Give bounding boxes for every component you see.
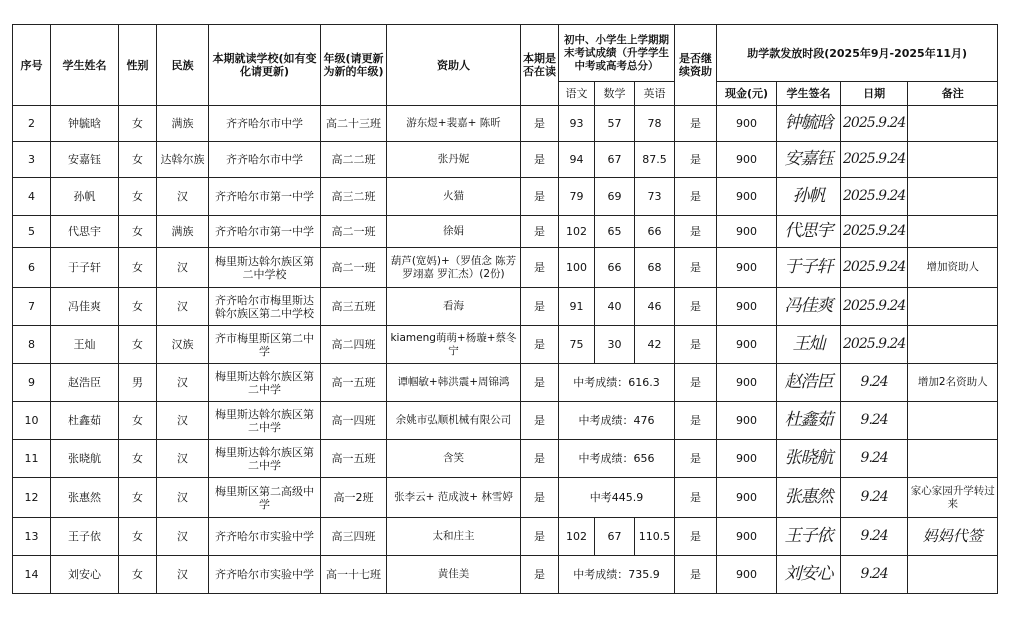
row-score-chinese: 102 xyxy=(559,518,595,556)
row-signature: 张惠然 xyxy=(777,478,841,518)
row-school: 齐齐哈尔市实验中学 xyxy=(209,518,321,556)
document-sheet xyxy=(12,24,998,594)
row-score-english: 66 xyxy=(635,216,675,248)
row-student-name: 张惠然 xyxy=(51,478,119,518)
row-enrolled: 是 xyxy=(521,216,559,248)
row-student-name: 王子依 xyxy=(51,518,119,556)
row-seq: 2 xyxy=(13,106,51,142)
row-signature: 赵浩臣 xyxy=(777,364,841,402)
row-seq: 12 xyxy=(13,478,51,518)
row-cash: 900 xyxy=(717,478,777,518)
table-row xyxy=(13,402,998,440)
row-seq: 4 xyxy=(13,178,51,216)
row-signature: 刘安心 xyxy=(777,556,841,594)
row-score-math: 40 xyxy=(595,288,635,326)
row-signature: 于子轩 xyxy=(777,248,841,288)
header-school: 本期就读学校(如有变化请更新) xyxy=(209,25,321,106)
row-student-name: 赵浩臣 xyxy=(51,364,119,402)
row-gender: 男 xyxy=(119,364,157,402)
row-school: 梅里斯达斡尔族区第二中学 xyxy=(209,440,321,478)
row-ethnicity: 汉 xyxy=(157,478,209,518)
row-remark xyxy=(908,178,998,216)
row-student-name: 钟毓晗 xyxy=(51,106,119,142)
table-row xyxy=(13,326,998,364)
row-cash: 900 xyxy=(717,364,777,402)
row-gender: 女 xyxy=(119,440,157,478)
row-score-chinese: 94 xyxy=(559,142,595,178)
row-score-chinese: 102 xyxy=(559,216,595,248)
row-score-math: 66 xyxy=(595,248,635,288)
row-date: 2025.9.24 xyxy=(841,142,908,178)
row-gender: 女 xyxy=(119,478,157,518)
row-ethnicity: 汉 xyxy=(157,518,209,556)
row-continue: 是 xyxy=(675,178,717,216)
row-grade: 高三四班 xyxy=(321,518,387,556)
row-continue: 是 xyxy=(675,440,717,478)
row-gender: 女 xyxy=(119,106,157,142)
row-enrolled: 是 xyxy=(521,402,559,440)
row-score-math: 67 xyxy=(595,518,635,556)
row-remark xyxy=(908,440,998,478)
row-remark xyxy=(908,216,998,248)
row-remark: 增加2名资助人 xyxy=(908,364,998,402)
table-row xyxy=(13,440,998,478)
row-score-math: 57 xyxy=(595,106,635,142)
row-ethnicity: 汉族 xyxy=(157,326,209,364)
row-continue: 是 xyxy=(675,142,717,178)
row-remark xyxy=(908,556,998,594)
row-score-summary: 中考445.9 xyxy=(559,478,675,518)
row-remark xyxy=(908,402,998,440)
row-cash: 900 xyxy=(717,326,777,364)
row-grade: 高一五班 xyxy=(321,364,387,402)
row-school: 齐齐哈尔市中学 xyxy=(209,142,321,178)
row-continue: 是 xyxy=(675,478,717,518)
row-date: 9.24 xyxy=(841,478,908,518)
row-gender: 女 xyxy=(119,288,157,326)
row-sponsor: 含笑 xyxy=(387,440,521,478)
row-remark: 家心家园升学转过来 xyxy=(908,478,998,518)
row-school: 齐市梅里斯区第二中学 xyxy=(209,326,321,364)
row-gender: 女 xyxy=(119,178,157,216)
row-score-english: 46 xyxy=(635,288,675,326)
table-row xyxy=(13,178,998,216)
header-math: 数学 xyxy=(595,82,635,106)
row-seq: 5 xyxy=(13,216,51,248)
row-remark xyxy=(908,326,998,364)
row-enrolled: 是 xyxy=(521,178,559,216)
row-grade: 高二一班 xyxy=(321,216,387,248)
row-cash: 900 xyxy=(717,556,777,594)
row-ethnicity: 汉 xyxy=(157,248,209,288)
row-sponsor: 游东煜+裴嘉+ 陈昕 xyxy=(387,106,521,142)
row-signature: 代思宇 xyxy=(777,216,841,248)
row-ethnicity: 汉 xyxy=(157,288,209,326)
row-sponsor: 余姚市弘顺机械有限公司 xyxy=(387,402,521,440)
row-school: 梅里斯达斡尔族区第二中学 xyxy=(209,364,321,402)
row-cash: 900 xyxy=(717,142,777,178)
row-seq: 11 xyxy=(13,440,51,478)
row-school: 齐齐哈尔市实验中学 xyxy=(209,556,321,594)
row-score-chinese: 100 xyxy=(559,248,595,288)
row-remark xyxy=(908,288,998,326)
row-ethnicity: 满族 xyxy=(157,216,209,248)
row-score-english: 68 xyxy=(635,248,675,288)
row-score-chinese: 91 xyxy=(559,288,595,326)
row-grade: 高二四班 xyxy=(321,326,387,364)
row-enrolled: 是 xyxy=(521,556,559,594)
row-sponsor: 张李云+ 范成波+ 林雪婷 xyxy=(387,478,521,518)
row-sponsor: 张丹妮 xyxy=(387,142,521,178)
header-disbursement: 助学款发放时段(2025年9月-2025年11月) xyxy=(717,25,998,82)
table-row xyxy=(13,288,998,326)
table-row xyxy=(13,556,998,594)
header-signature: 学生签名 xyxy=(777,82,841,106)
row-enrolled: 是 xyxy=(521,326,559,364)
row-date: 9.24 xyxy=(841,440,908,478)
row-sponsor: 谭帼敏+韩洪震+周锦鸿 xyxy=(387,364,521,402)
row-remark: 妈妈代签 xyxy=(908,518,998,556)
row-ethnicity: 汉 xyxy=(157,556,209,594)
row-sponsor: 黄佳美 xyxy=(387,556,521,594)
row-cash: 900 xyxy=(717,402,777,440)
row-school: 齐齐哈尔市第一中学 xyxy=(209,178,321,216)
row-student-name: 于子轩 xyxy=(51,248,119,288)
subsidy-table xyxy=(12,24,998,594)
header-seq: 序号 xyxy=(13,25,51,106)
row-gender: 女 xyxy=(119,248,157,288)
row-student-name: 王灿 xyxy=(51,326,119,364)
row-continue: 是 xyxy=(675,216,717,248)
row-school: 齐齐哈尔市中学 xyxy=(209,106,321,142)
row-cash: 900 xyxy=(717,518,777,556)
row-sponsor: 葫芦(宽妈)+（罗值念 陈芳 罗翊嘉 罗汇杰）(2份) xyxy=(387,248,521,288)
row-signature: 安嘉钰 xyxy=(777,142,841,178)
row-enrolled: 是 xyxy=(521,248,559,288)
row-ethnicity: 达斡尔族 xyxy=(157,142,209,178)
row-score-chinese: 93 xyxy=(559,106,595,142)
row-gender: 女 xyxy=(119,142,157,178)
row-gender: 女 xyxy=(119,216,157,248)
row-date: 9.24 xyxy=(841,402,908,440)
row-continue: 是 xyxy=(675,106,717,142)
row-seq: 6 xyxy=(13,248,51,288)
row-cash: 900 xyxy=(717,106,777,142)
row-date: 2025.9.24 xyxy=(841,326,908,364)
row-remark xyxy=(908,106,998,142)
row-continue: 是 xyxy=(675,248,717,288)
table-row xyxy=(13,248,998,288)
row-enrolled: 是 xyxy=(521,142,559,178)
row-date: 2025.9.24 xyxy=(841,106,908,142)
row-enrolled: 是 xyxy=(521,478,559,518)
table-row xyxy=(13,518,998,556)
row-enrolled: 是 xyxy=(521,364,559,402)
row-score-chinese: 75 xyxy=(559,326,595,364)
row-seq: 10 xyxy=(13,402,51,440)
row-enrolled: 是 xyxy=(521,288,559,326)
row-score-summary: 中考成绩：735.9 xyxy=(559,556,675,594)
row-grade: 高二十三班 xyxy=(321,106,387,142)
row-seq: 13 xyxy=(13,518,51,556)
row-score-english: 73 xyxy=(635,178,675,216)
header-enrolled: 本期是否在读 xyxy=(521,25,559,106)
row-score-math: 30 xyxy=(595,326,635,364)
row-score-english: 110.5 xyxy=(635,518,675,556)
row-school: 齐齐哈尔市第一中学 xyxy=(209,216,321,248)
header-english: 英语 xyxy=(635,82,675,106)
row-grade: 高一十七班 xyxy=(321,556,387,594)
row-score-english: 87.5 xyxy=(635,142,675,178)
row-grade: 高一2班 xyxy=(321,478,387,518)
header-sponsor: 资助人 xyxy=(387,25,521,106)
row-cash: 900 xyxy=(717,216,777,248)
row-gender: 女 xyxy=(119,326,157,364)
row-school: 梅里斯区第二高级中学 xyxy=(209,478,321,518)
row-student-name: 孙帆 xyxy=(51,178,119,216)
row-continue: 是 xyxy=(675,518,717,556)
table-row xyxy=(13,216,998,248)
row-ethnicity: 汉 xyxy=(157,364,209,402)
header-scores: 初中、小学生上学期期末考试成绩（升学学生中考或高考总分） xyxy=(559,25,675,82)
header-row-1 xyxy=(13,25,998,82)
row-student-name: 刘安心 xyxy=(51,556,119,594)
row-continue: 是 xyxy=(675,402,717,440)
row-date: 9.24 xyxy=(841,364,908,402)
row-score-english: 42 xyxy=(635,326,675,364)
row-grade: 高三二班 xyxy=(321,178,387,216)
row-grade: 高一四班 xyxy=(321,402,387,440)
row-continue: 是 xyxy=(675,288,717,326)
row-signature: 孙帆 xyxy=(777,178,841,216)
row-sponsor: 看海 xyxy=(387,288,521,326)
row-gender: 女 xyxy=(119,518,157,556)
row-continue: 是 xyxy=(675,364,717,402)
row-ethnicity: 满族 xyxy=(157,106,209,142)
row-sponsor: 徐娟 xyxy=(387,216,521,248)
header-gender: 性别 xyxy=(119,25,157,106)
header-continue: 是否继续资助 xyxy=(675,25,717,106)
header-date: 日期 xyxy=(841,82,908,106)
row-gender: 女 xyxy=(119,402,157,440)
table-row xyxy=(13,478,998,518)
row-signature: 王子依 xyxy=(777,518,841,556)
row-score-summary: 中考成绩：476 xyxy=(559,402,675,440)
table-row xyxy=(13,106,998,142)
header-grade: 年级(请更新为新的年级) xyxy=(321,25,387,106)
row-ethnicity: 汉 xyxy=(157,178,209,216)
row-seq: 8 xyxy=(13,326,51,364)
row-seq: 14 xyxy=(13,556,51,594)
row-signature: 王灿 xyxy=(777,326,841,364)
row-sponsor: 太和庄主 xyxy=(387,518,521,556)
row-enrolled: 是 xyxy=(521,440,559,478)
row-continue: 是 xyxy=(675,326,717,364)
row-ethnicity: 汉 xyxy=(157,402,209,440)
row-score-chinese: 79 xyxy=(559,178,595,216)
row-grade: 高三五班 xyxy=(321,288,387,326)
row-signature: 杜鑫茹 xyxy=(777,402,841,440)
row-grade: 高二二班 xyxy=(321,142,387,178)
row-seq: 9 xyxy=(13,364,51,402)
row-score-math: 69 xyxy=(595,178,635,216)
table-row xyxy=(13,142,998,178)
row-remark: 增加资助人 xyxy=(908,248,998,288)
table-row xyxy=(13,364,998,402)
row-cash: 900 xyxy=(717,440,777,478)
header-chinese: 语文 xyxy=(559,82,595,106)
row-cash: 900 xyxy=(717,178,777,216)
row-seq: 7 xyxy=(13,288,51,326)
row-date: 9.24 xyxy=(841,556,908,594)
row-student-name: 代思宇 xyxy=(51,216,119,248)
row-score-math: 65 xyxy=(595,216,635,248)
header-cash: 现金(元) xyxy=(717,82,777,106)
row-date: 9.24 xyxy=(841,518,908,556)
row-gender: 女 xyxy=(119,556,157,594)
row-ethnicity: 汉 xyxy=(157,440,209,478)
row-date: 2025.9.24 xyxy=(841,288,908,326)
row-sponsor: kiameng萌萌+杨璇+蔡冬宁 xyxy=(387,326,521,364)
row-date: 2025.9.24 xyxy=(841,178,908,216)
row-enrolled: 是 xyxy=(521,106,559,142)
row-grade: 高一五班 xyxy=(321,440,387,478)
row-score-summary: 中考成绩：616.3 xyxy=(559,364,675,402)
row-student-name: 冯佳爽 xyxy=(51,288,119,326)
row-school: 齐齐哈尔市梅里斯达斡尔族区第二中学校 xyxy=(209,288,321,326)
row-school: 梅里斯达斡尔族区第二中学校 xyxy=(209,248,321,288)
row-school: 梅里斯达斡尔族区第二中学 xyxy=(209,402,321,440)
row-continue: 是 xyxy=(675,556,717,594)
row-score-summary: 中考成绩：656 xyxy=(559,440,675,478)
row-cash: 900 xyxy=(717,248,777,288)
row-seq: 3 xyxy=(13,142,51,178)
row-date: 2025.9.24 xyxy=(841,248,908,288)
row-student-name: 安嘉钰 xyxy=(51,142,119,178)
row-enrolled: 是 xyxy=(521,518,559,556)
row-signature: 张晓航 xyxy=(777,440,841,478)
row-date: 2025.9.24 xyxy=(841,216,908,248)
row-grade: 高二一班 xyxy=(321,248,387,288)
header-remark: 备注 xyxy=(908,82,998,106)
row-sponsor: 火猫 xyxy=(387,178,521,216)
row-student-name: 杜鑫茹 xyxy=(51,402,119,440)
header-name: 学生姓名 xyxy=(51,25,119,106)
header-ethnicity: 民族 xyxy=(157,25,209,106)
row-score-math: 67 xyxy=(595,142,635,178)
row-cash: 900 xyxy=(717,288,777,326)
row-student-name: 张晓航 xyxy=(51,440,119,478)
row-signature: 钟毓晗 xyxy=(777,106,841,142)
row-score-english: 78 xyxy=(635,106,675,142)
row-signature: 冯佳爽 xyxy=(777,288,841,326)
row-remark xyxy=(908,142,998,178)
table-body xyxy=(13,106,998,594)
